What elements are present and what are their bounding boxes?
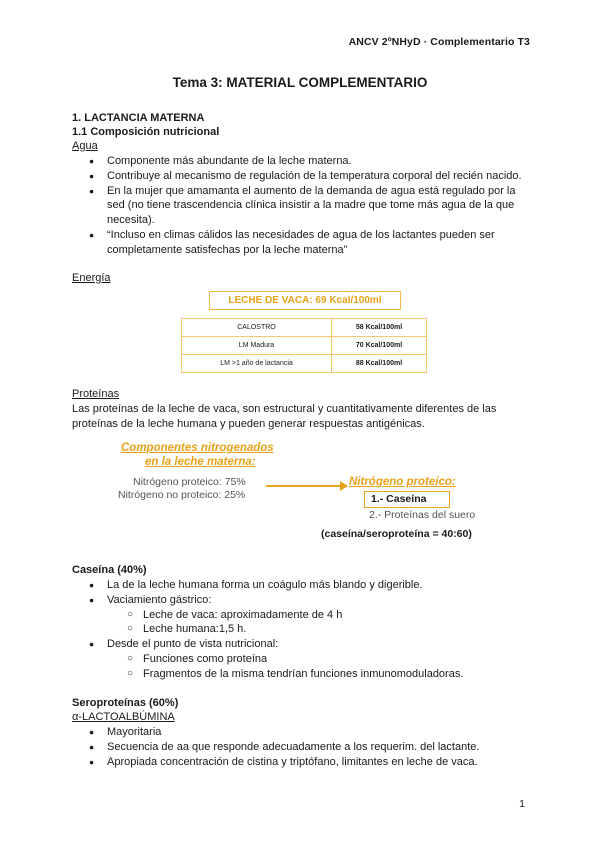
arrow-head-icon [340,481,348,491]
energy-table [181,318,427,373]
table-cell: LM Madura [182,337,332,355]
agua-list [72,154,528,258]
subsection-heading: 1.1 Composición nutricional [72,126,220,138]
proteinas-label: Proteínas [72,388,120,400]
arrow-line [266,485,342,487]
page-number: 1 [519,798,525,810]
table-row [182,319,427,337]
nitrogen-protein-pct: Nitrógeno proteico: 75% [133,476,246,488]
table-cell: CALOSTRO [182,319,332,337]
running-header: ANCV 2ºNHyD · Complementario T3 [348,36,530,48]
list-item: ○ Leche de vaca: aproximadamente de 4 h [72,608,528,623]
list-item: ● Mayoritaria [72,725,528,740]
list-item: ● Contribuye al mecanismo de regulación de la temperatura corporal del recién nacido. [72,169,528,184]
caseina-list [72,578,528,682]
suero-label: 2.- Proteínas del suero [369,509,476,521]
agua-label: Agua [72,140,98,152]
nitrogen-nonprotein-pct: Nitrógeno no proteico: 25% [118,489,246,501]
list-item: ○ Funciones como proteína [72,652,528,667]
seroproteinas-heading: Seroproteínas (60%) [72,697,179,709]
table-row [182,355,427,373]
table-cell: 58 Kcal/100ml [332,319,427,337]
table-cell: 70 Kcal/100ml [332,337,427,355]
diagram-right-title: Nitrógeno proteico: [349,476,456,488]
list-item: ○ Fragmentos de la misma tendrían funciones inmunomoduladoras. [72,667,528,682]
table-cell: 88 Kcal/100ml [332,355,427,373]
caseina-heading: Caseína (40%) [72,564,147,576]
diagram-title-line1: Componentes nitrogenados [121,442,274,454]
ratio-label: (caseína/seroproteína = 40:60) [321,528,472,540]
page-title: Tema 3: MATERIAL COMPLEMENTARIO [172,75,428,90]
list-item: ● En la mujer que amamanta el aumento de la demanda de agua está regulado por la sed (no tiene trascendencia clínica insistir a la madre que tome más agua de la que necesita). [72,184,528,228]
list-item: ● “Incluso en climas cálidos las necesidades de agua de los lactantes pueden ser completamente satisfechas por la leche materna” [72,228,528,258]
list-item: ● Componente más abundante de la leche materna. [72,154,528,169]
list-item: ● Secuencia de aa que responde adecuadamente a los requerim. del lactante. [72,740,528,755]
caseina-box: 1.- Caseína [364,491,450,508]
seroproteinas-list [72,725,528,769]
list-item: ● Desde el punto de vista nutricional: [72,637,528,652]
proteinas-text: Las proteínas de la leche de vaca, son estructural y cuantitativamente diferentes de las proteínas de la leche humana y pueden generar respuestas antigénicas. [72,403,497,430]
list-item: ● La de la leche humana forma un coágulo más blando y digerible. [72,578,528,593]
list-item: ● Apropiada concentración de cistina y triptófano, limitantes en leche de vaca. [72,755,528,770]
lactoalbumina-label: α-LACTOALBÚMINA [72,711,175,723]
energia-label: Energía [72,272,111,284]
table-cell: LM >1 año de lactancia [182,355,332,373]
list-item: ○ Leche humana:1,5 h. [72,622,528,637]
list-item: ● Vaciamiento gástrico: [72,593,528,608]
energy-table-title: LECHE DE VACA: 69 Kcal/100ml [209,291,401,310]
diagram-title-line2: en la leche materna: [145,456,256,468]
section-heading: 1. LACTANCIA MATERNA [72,112,205,124]
table-row [182,337,427,355]
